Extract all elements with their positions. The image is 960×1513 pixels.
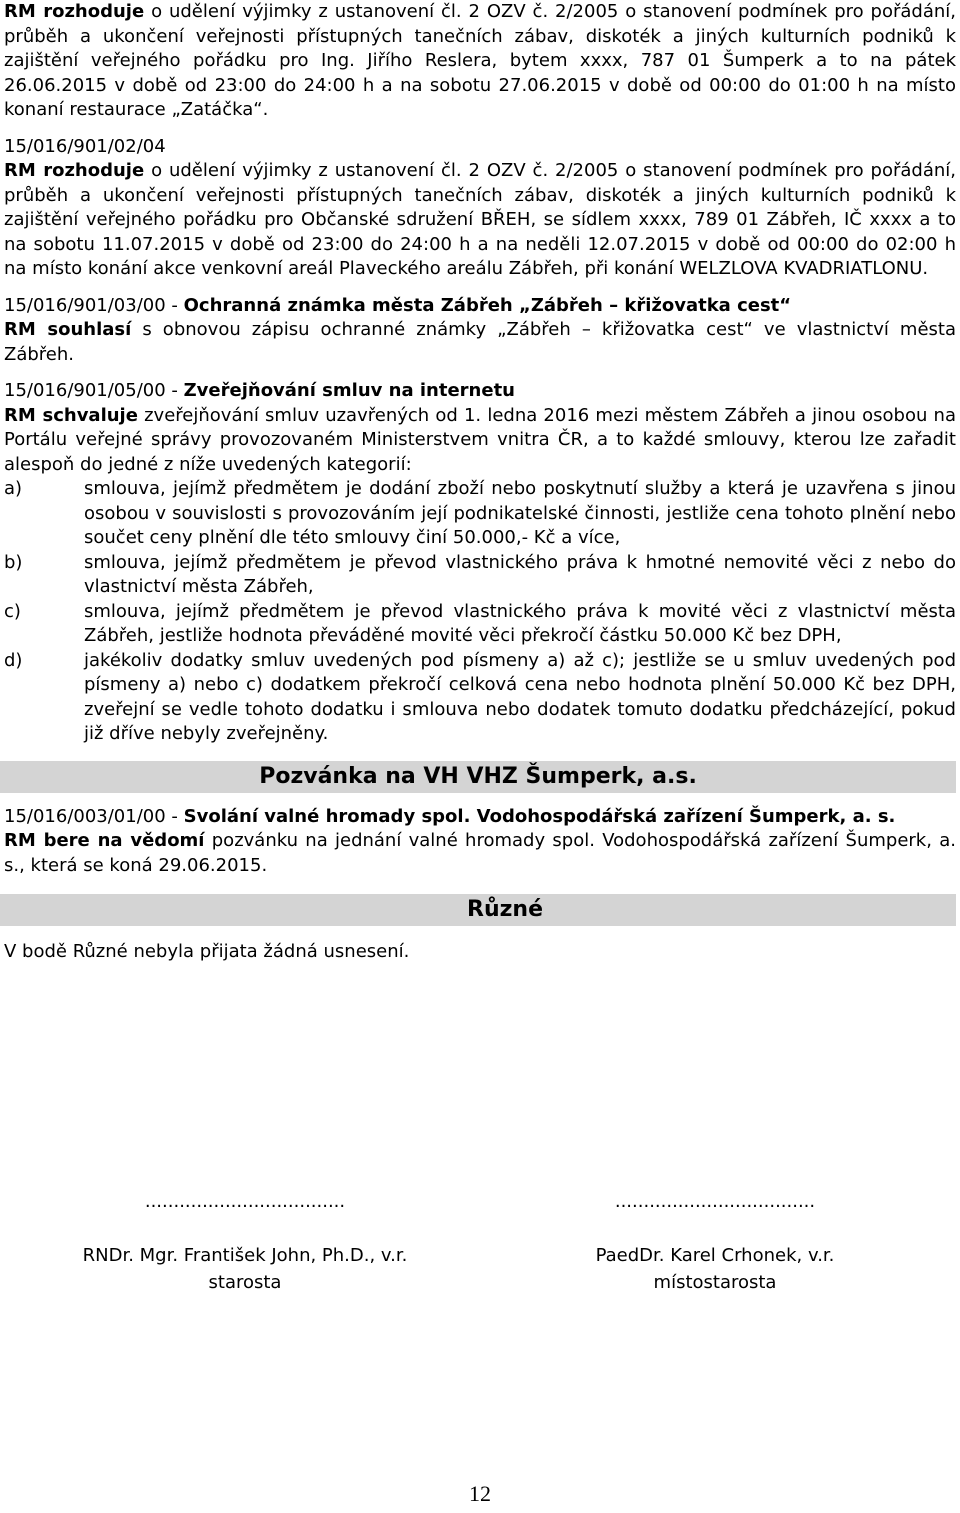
- page-number: 12: [469, 1481, 491, 1506]
- signature-line: ...................................: [144, 1191, 346, 1212]
- list-item-marker: d): [4, 649, 23, 671]
- resolution-text: o udělení výjimky z ustanovení čl. 2 OZV č. 2/2005 o stanovení podmínek pro pořádání, průběh a ukončení veřejnosti přístupných tanečních zábav, diskoték a jiných kulturních podniků k zajištění veřejného pořádku pro Občanské sdružení BŘEH, se sídlem xxxx, 789 01 Zábřeh, IČ xxxx a to na sobotu 11.07.2015 v době od 23:00 do 24:00 h a na neděli 12.07.2015 v době od 00:00 do 02:00 h na místo konání akce venkovní areál Plaveckého areálu Zábřeh, při konání WELZLOVA KVADRIATLONU.: [4, 160, 956, 279]
- list-item: [4, 477, 956, 551]
- signatory-name: PaedDr. Karel Crhonek, v.r.: [595, 1245, 835, 1266]
- list-item-text: smlouva, jejímž předmětem je dodání zboží nebo poskytnutí služby a která je uzavřena s jinou osobou v souvislosti s provozováním její podnikatelské činnosti, jestliže cena tohoto plnění nebo součet ceny plnění dle této smlouvy činí 50.000,- Kč a více,: [84, 478, 956, 548]
- resolution-title: Zveřejňování smluv na internetu: [183, 380, 515, 401]
- paragraph-resolution-03-00: [4, 318, 956, 367]
- resolution-title: Svolání valné hromady spol. Vodohospodářská zařízení Šumperk, a. s.: [183, 805, 896, 827]
- list-item-text: jakékoliv dodatky smluv uvedených pod písmeny a) až c); jestliže se u smluv uvedených pod písmeny a) nebo c) dodatkem překročí celková cena nebo hodnota plnění 50.000 Kč bez DPH, zveřejní se vedle tohoto dodatku i smlouva nebo dodatek tomuto dodatku předcházející, pokud již dříve nebyly zveřejněny.: [84, 649, 956, 744]
- resolution-title: Ochranná známka města Zábřeh „Zábřeh – křižovatka cest“: [183, 294, 792, 316]
- resolution-heading-vh: [4, 805, 956, 830]
- section-heading-vh: Pozvánka na VH VHZ Šumperk, a.s.: [0, 761, 956, 793]
- resolution-text: s obnovou zápisu ochranné známky „Zábřeh – křižovatka cest“ ve vlastnictví města Zábřeh.: [4, 319, 956, 365]
- section-heading-ruzne: Různé: [0, 894, 956, 926]
- list-item: [4, 600, 956, 649]
- signature-left: [55, 1188, 435, 1296]
- resolution-heading-05-00: [4, 379, 956, 404]
- resolution-heading-03-00: [4, 294, 956, 319]
- signatory-role: starosta: [208, 1272, 282, 1293]
- rm-decision-label: RM schvaluje: [4, 404, 138, 426]
- paragraph-top-resolution: [4, 0, 956, 123]
- resolution-number: 15/016/901/03/00 -: [4, 294, 184, 316]
- document-page: [4, 0, 956, 965]
- rm-decision-label: RM rozhoduje: [4, 160, 145, 181]
- list-item-text: smlouva, jejímž předmětem je převod vlastnického práva k hmotné nemovité věci z nebo do vlastnictví města Zábřeh,: [84, 551, 956, 597]
- paragraph-resolution-02-04: [4, 159, 956, 282]
- signature-line: ...................................: [614, 1191, 816, 1212]
- paragraph-resolution-05-00: [4, 404, 956, 478]
- list-item-marker: b): [4, 551, 23, 573]
- rm-decision-label: RM souhlasí: [4, 319, 132, 340]
- rm-decision-label: RM rozhoduje: [4, 1, 145, 22]
- resolution-text: zveřejňování smluv uzavřených od 1. ledna 2016 mezi městem Zábřeh a jinou osobou na Portálu veřejné správy provozovaném Ministerstvem vnitra ČR, a to každé smlouvy, kterou lze zařadit alespoň do jedné z níže uvedených kategorií:: [4, 404, 956, 475]
- resolution-number: 15/016/901/05/00 -: [4, 380, 184, 401]
- list-item: [4, 551, 956, 600]
- signatory-role: místostarosta: [653, 1272, 777, 1293]
- paragraph-ruzne: V bodě Různé nebyla přijata žádná usnesení.: [4, 941, 410, 962]
- paragraph-resolution-vh: [4, 829, 956, 878]
- rm-decision-label: RM bere na vědomí: [4, 830, 205, 851]
- resolution-text: pozvánku na jednání valné hromady spol. Vodohospodářská zařízení Šumperk, a. s., která se koná 29.06.2015.: [4, 830, 956, 876]
- signatory-name: RNDr. Mgr. František John, Ph.D., v.r.: [82, 1245, 408, 1266]
- resolution-text: o udělení výjimky z ustanovení čl. 2 OZV č. 2/2005 o stanovení podmínek pro pořádání, průběh a ukončení veřejnosti přístupných tanečních zábav, diskoték a jiných kulturních podniků k zajištění veřejného pořádku pro Ing. Jiřího Reslera, bytem xxxx, 787 01 Šumperk a to na pátek 26.06.2015 v době od 23:00 do 24:00 h a na sobotu 27.06.2015 v době od 00:00 do 01:00 h na místo konaní restaurace „Zatáčka“.: [4, 1, 956, 120]
- list-item-marker: a): [4, 478, 23, 499]
- resolution-number: 15/016/003/01/00 -: [4, 805, 184, 827]
- signature-right: [520, 1188, 910, 1296]
- resolution-number: 15/016/901/02/04: [4, 135, 166, 157]
- list-item-marker: c): [4, 600, 21, 622]
- list-item: [4, 649, 956, 747]
- list-item-text: smlouva, jejímž předmětem je převod vlastnického práva k movité věci z vlastnictví města Zábřeh, jestliže hodnota převáděné movité věci překročí částku 50.000 Kč bez DPH,: [84, 600, 956, 646]
